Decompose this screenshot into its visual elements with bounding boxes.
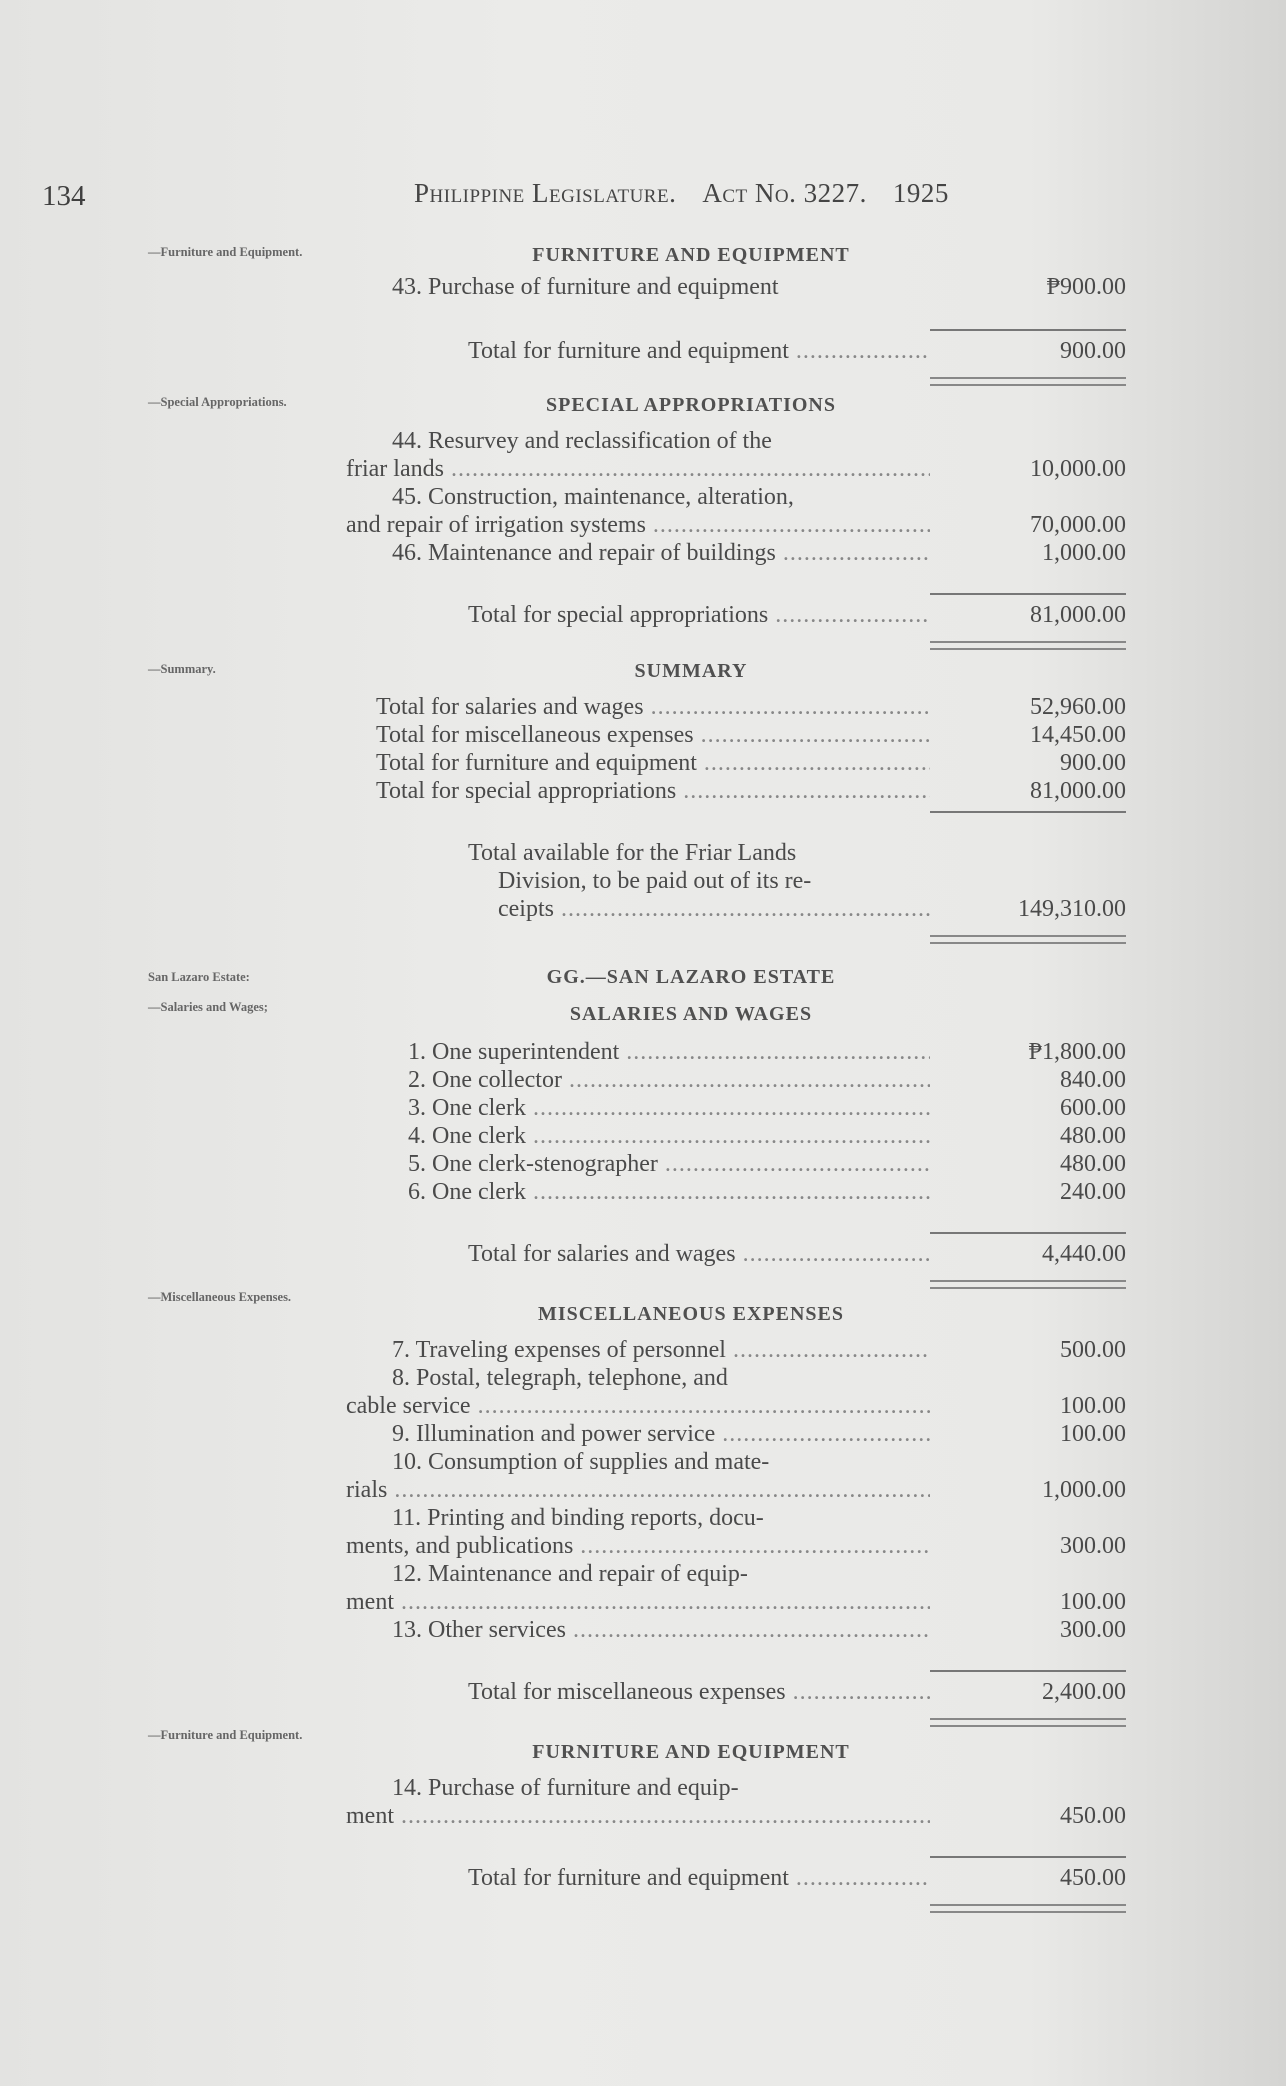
row-amount: 14,450.00 (1030, 722, 1126, 748)
table-row (346, 1122, 1126, 1150)
salary-rows (346, 1038, 1126, 1206)
item-label: 43. Purchase of furniture and equipment (392, 274, 779, 300)
table-row (346, 1038, 1126, 1066)
line-item: ment ..... 450.00 (346, 1802, 1126, 1830)
row-label: 1. One superintendent ..... (346, 1038, 930, 1066)
section-heading: SPECIAL APPROPRIATIONS (545, 394, 836, 416)
row-amount: 480.00 (1060, 1123, 1126, 1149)
header-act: Act No. 3227. (702, 178, 867, 208)
section-heading: FURNITURE AND EQUIPMENT (532, 244, 850, 266)
double-rule (930, 1280, 1126, 1289)
double-rule (930, 935, 1126, 944)
table-row (346, 1066, 1126, 1094)
summary-section: SUMMARY Total for salaries and wages ..... 52,960.00 Total for miscellaneous expenses ..... 14,450.00 Total for furniture and equipment ..... 900.00 Total for special appropriations ..... 81,000.00 Total available for the Friar Lands Division, to be paid out of its re- ceipts ..... 149,310.00 (346, 660, 1126, 944)
double-rule (930, 1904, 1126, 1913)
furniture-section (346, 244, 1126, 386)
line-item: 9. Illumination and power service ..... 100.00 (346, 1420, 1126, 1448)
line-item (346, 273, 1126, 301)
line-item: ments, and publications ..... 300.00 (346, 1532, 1126, 1560)
row-label: Total for furniture and equipment ..... (346, 749, 930, 777)
total-row: Total for special appropriations ..... 81,000.00 (346, 593, 1126, 629)
header-title: Philippine Legislature. (414, 178, 677, 208)
page-number: 134 (42, 180, 86, 212)
margin-note-summary: —Summary. (148, 662, 216, 676)
row-label: 3. One clerk ..... (346, 1094, 930, 1122)
special-section (346, 394, 1126, 650)
section-heading: GG.—SAN LAZARO ESTATE (546, 966, 836, 988)
table-row (346, 777, 1126, 805)
row-label: 2. One collector ..... (346, 1066, 930, 1094)
running-header (414, 178, 1054, 209)
row-label: Total for special appropriations ..... (346, 777, 930, 805)
row-amount: 240.00 (1060, 1179, 1126, 1205)
row-amount: 52,960.00 (1030, 694, 1126, 720)
total-row: Total for salaries and wages ..... 4,440.00 (346, 1232, 1126, 1268)
total-label: Total for furniture and equipment ..... (346, 337, 930, 365)
margin-note-san-lazaro: San Lazaro Estate: (148, 970, 250, 984)
table-row (346, 721, 1126, 749)
total-row: Total for furniture and equipment ..... 450.00 (346, 1856, 1126, 1892)
salaries-heading: SALARIES AND WAGES (569, 1003, 813, 1025)
line-item: and repair of irrigation systems ..... 70,000.00 (346, 511, 1126, 539)
row-amount: 900.00 (1060, 750, 1126, 776)
available-amount: 149,310.00 (1018, 896, 1126, 922)
item-amount: ₱900.00 (1046, 274, 1126, 300)
margin-note-misc: —Miscellaneous Expenses. (148, 1290, 292, 1304)
table-row (346, 1094, 1126, 1122)
summary-rows (346, 693, 1126, 805)
table-row (346, 749, 1126, 777)
line-item: 46. Maintenance and repair of buildings ..... 1,000.00 (346, 539, 1126, 567)
total-row: Total for miscellaneous expenses ..... 2,400.00 (346, 1670, 1126, 1706)
row-label: Total for miscellaneous expenses ..... (346, 721, 930, 749)
line-item: ment ..... 100.00 (346, 1588, 1126, 1616)
available-row: Total available for the Friar Lands (468, 840, 797, 866)
double-rule (930, 377, 1126, 386)
table-row (346, 1178, 1126, 1206)
margin-note-special: —Special Appropriations. (148, 395, 287, 409)
line-item: cable service ..... 100.00 (346, 1392, 1126, 1420)
line-item: 13. Other services ..... 300.00 (346, 1616, 1126, 1644)
line-item: 45. Construction, maintenance, alteration, (392, 484, 794, 510)
row-amount: ₱1,800.00 (1028, 1039, 1126, 1065)
line-item: rials ..... 1,000.00 (346, 1476, 1126, 1504)
row-label: 5. One clerk-stenographer ..... (346, 1150, 930, 1178)
margin-note-furniture-2: —Furniture and Equipment. (148, 1728, 303, 1742)
total-row (346, 329, 1126, 365)
header-year: 1925 (892, 178, 949, 208)
margin-note-furniture: —Furniture and Equipment. (148, 245, 303, 259)
line-item: friar lands ..... 10,000.00 (346, 455, 1126, 483)
furniture-heading-2: FURNITURE AND EQUIPMENT (532, 1741, 850, 1763)
san-lazaro-section: GG.—SAN LAZARO ESTATE SALARIES AND WAGES 1. One superintendent ..... ₱1,800.00 2. One collector ..... 840.00 3. One clerk ..... 600.00 4. One clerk ..... 480.00 5. One clerk-stenographer ..... 480.00 6. One clerk ..... 240.00 Total for salaries and wages ..... 4,440.00 MISCELLANEOUS EXPENSES 7. Traveling expenses of personnel ..... 500.00 8. Postal, telegraph, telephone, and cable service ..... 100.00 9. Illumination and power service ..... 100.00 10. Consumption of supplies and mate- rials ..... 1,000.00 11. Printing and binding reports, docu- ments, and publications ..... 300.00 12. Maintenance and repair of equip- ment ..... 100.00 13. Other services ..... 300.00 Total for miscellaneous expenses ..... 2,400.00 FURNITURE AND EQUIPMENT 14. Purchase of furniture and equip- ment ..... 450.00 Total for furniture and equipment ..... 450.00 (346, 966, 1126, 1913)
row-amount: 81,000.00 (1030, 778, 1126, 804)
misc-heading: MISCELLANEOUS EXPENSES (538, 1303, 844, 1325)
table-row (346, 693, 1126, 721)
row-amount: 600.00 (1060, 1095, 1126, 1121)
margin-note-salaries: —Salaries and Wages; (148, 1000, 268, 1014)
double-rule (930, 1718, 1126, 1727)
total-amount: 900.00 (930, 329, 1126, 365)
row-amount: 480.00 (1060, 1151, 1126, 1177)
row-label: Total for salaries and wages ..... (346, 693, 930, 721)
row-label: 4. One clerk ..... (346, 1122, 930, 1150)
row-label: 6. One clerk ..... (346, 1178, 930, 1206)
line-item: 44. Resurvey and reclassification of the (392, 428, 772, 454)
table-row (346, 1150, 1126, 1178)
line-item: 7. Traveling expenses of personnel ..... 500.00 (346, 1336, 1126, 1364)
double-rule (930, 641, 1126, 650)
section-heading: SUMMARY (634, 660, 748, 682)
row-amount: 840.00 (1060, 1067, 1126, 1093)
